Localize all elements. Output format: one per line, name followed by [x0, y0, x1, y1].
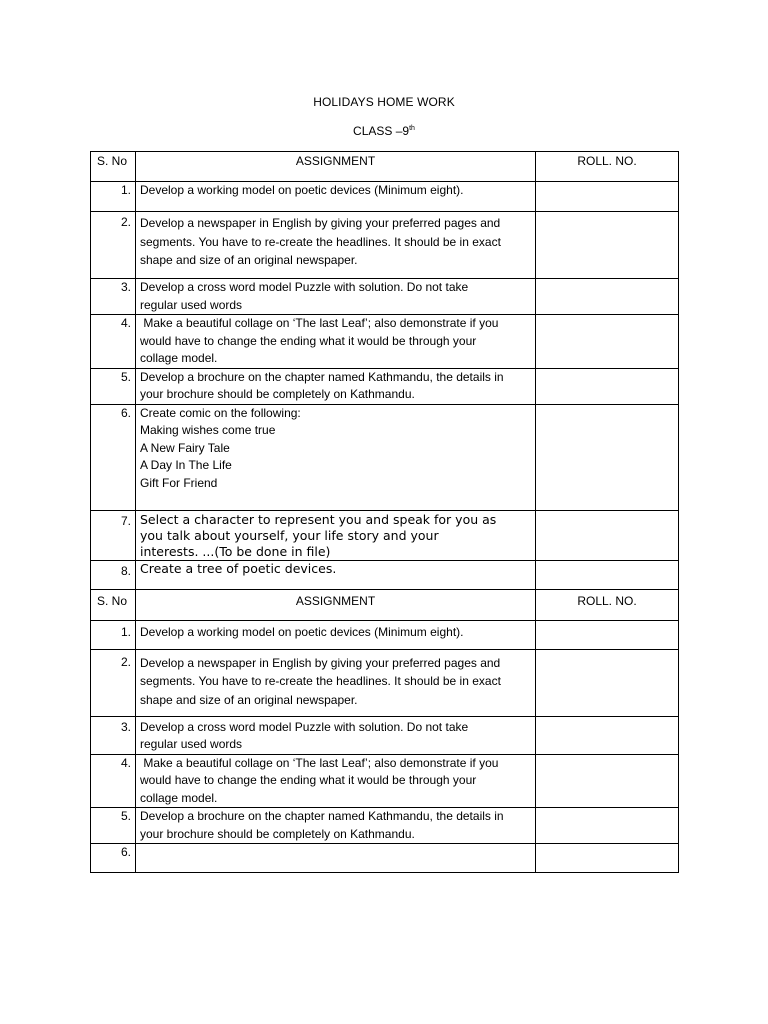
assignment-line: Gift For Friend: [140, 475, 218, 490]
assignment-line: regular used words: [140, 737, 243, 751]
assignment-line: you talk about yourself, your life story and your: [140, 527, 439, 543]
assignment-line: collage model.: [140, 351, 218, 365]
row-roll: [536, 560, 679, 589]
row-sno: 5.: [91, 808, 136, 844]
assignment-line: would have to change the ending what it would be through your: [140, 333, 477, 348]
row-sno: 4.: [91, 754, 136, 808]
assignment-line: collage model.: [140, 790, 218, 805]
table-row: [91, 315, 679, 369]
row-sno: 3.: [91, 716, 136, 754]
class-text: CLASS –9: [353, 124, 410, 138]
row-assignment: [136, 279, 536, 315]
homework-table: [90, 151, 679, 873]
table-header-row: [91, 152, 679, 182]
assignment-line: Create a tree of poetic devices.: [140, 560, 337, 576]
row-assignment: [136, 620, 536, 649]
row-roll: [536, 844, 679, 873]
assignment-line: interests. ...(To be done in file): [140, 543, 331, 559]
row-roll: [536, 620, 679, 649]
row-roll: [536, 649, 679, 716]
assignment-line: Develop a brochure on the chapter named Kathmandu, the details in: [140, 369, 504, 384]
assignment-line: Develop a working model on poetic devices (Minimum eight).: [140, 624, 464, 639]
row-sno: 1.: [91, 620, 136, 649]
table-row: [91, 404, 679, 510]
assignment-line: segments. You have to re-create the headlines. It should be in exact: [140, 674, 501, 688]
assignment-line: your brochure should be completely on Kathmandu.: [140, 387, 415, 401]
assignment-line: Develop a cross word model Puzzle with solution. Do not take: [140, 280, 469, 294]
row-sno: 7.: [91, 510, 136, 560]
assignment-line: Develop a newspaper in English by giving your preferred pages and: [140, 655, 501, 670]
table-row: [91, 510, 679, 560]
assignment-line: shape and size of an original newspaper.: [140, 692, 358, 707]
row-roll: [536, 404, 679, 510]
table-row: [91, 182, 679, 212]
row-assignment: [136, 716, 536, 754]
header-sno: S. No: [91, 589, 136, 620]
assignment-line: Select a character to represent you and speak for you as: [140, 511, 497, 527]
assignment-line: segments. You have to re-create the headlines. It should be in exact: [140, 234, 501, 249]
table-row: [91, 368, 679, 404]
row-roll: [536, 716, 679, 754]
row-assignment: [136, 315, 536, 369]
header-roll: ROLL. NO.: [536, 589, 679, 620]
header-assignment: ASSIGNMENT: [136, 152, 536, 182]
row-assignment: [136, 182, 536, 212]
row-sno: 2.: [91, 649, 136, 716]
row-sno: 8.: [91, 560, 136, 589]
assignment-line: Create comic on the following:: [140, 405, 301, 420]
row-roll: [536, 182, 679, 212]
row-assignment: [136, 510, 536, 560]
row-sno: 4.: [91, 315, 136, 369]
assignment-line: Develop a brochure on the chapter named Kathmandu, the details in: [140, 809, 504, 823]
class-label: [0, 124, 768, 138]
table-row: [91, 844, 679, 873]
table-row: [91, 649, 679, 716]
row-sno: 5.: [91, 368, 136, 404]
assignment-line: your brochure should be completely on Kathmandu.: [140, 826, 415, 841]
row-roll: [536, 754, 679, 808]
assignment-line: Making wishes come true: [140, 423, 276, 437]
row-sno: 3.: [91, 279, 136, 315]
row-sno: 2.: [91, 212, 136, 279]
row-sno: 1.: [91, 182, 136, 212]
header-assignment: ASSIGNMENT: [136, 589, 536, 620]
assignment-line: Make a beautiful collage on ‘The last Leaf’; also demonstrate if you: [140, 316, 499, 330]
row-sno: 6.: [91, 404, 136, 510]
table-row: [91, 560, 679, 589]
row-roll: [536, 510, 679, 560]
assignment-line: Make a beautiful collage on ‘The last Leaf’; also demonstrate if you: [140, 755, 499, 770]
table-row: [91, 808, 679, 844]
row-roll: [536, 279, 679, 315]
row-assignment: [136, 649, 536, 716]
row-assignment: [136, 404, 536, 510]
assignment-line: Develop a working model on poetic devices (Minimum eight).: [140, 183, 464, 197]
row-assignment: [136, 808, 536, 844]
assignment-line: A Day In The Life: [140, 458, 232, 472]
row-roll: [536, 212, 679, 279]
row-assignment: [136, 368, 536, 404]
row-roll: [536, 808, 679, 844]
assignment-line: Develop a newspaper in English by giving your preferred pages and: [140, 216, 501, 230]
assignment-line: shape and size of an original newspaper.: [140, 253, 358, 267]
page-title: HOLIDAYS HOME WORK: [313, 95, 455, 109]
row-assignment: [136, 754, 536, 808]
row-roll: [536, 368, 679, 404]
assignment-line: Develop a cross word model Puzzle with solution. Do not take: [140, 719, 469, 734]
table-row: [91, 620, 679, 649]
row-sno: 6.: [91, 844, 136, 873]
assignment-line: would have to change the ending what it would be through your: [140, 773, 477, 787]
header-roll: ROLL. NO.: [536, 152, 679, 182]
row-assignment: [136, 844, 536, 873]
table-header-row: [91, 589, 679, 620]
assignment-line: regular used words: [140, 297, 243, 312]
table-row: [91, 754, 679, 808]
header-sno: S. No: [91, 152, 136, 182]
row-assignment: [136, 560, 536, 589]
assignment-line: A New Fairy Tale: [140, 440, 230, 455]
class-suffix: th: [409, 125, 415, 132]
table-row: [91, 212, 679, 279]
homework-table-body: [91, 152, 679, 873]
table-row: [91, 716, 679, 754]
table-row: [91, 279, 679, 315]
row-roll: [536, 315, 679, 369]
row-assignment: [136, 212, 536, 279]
